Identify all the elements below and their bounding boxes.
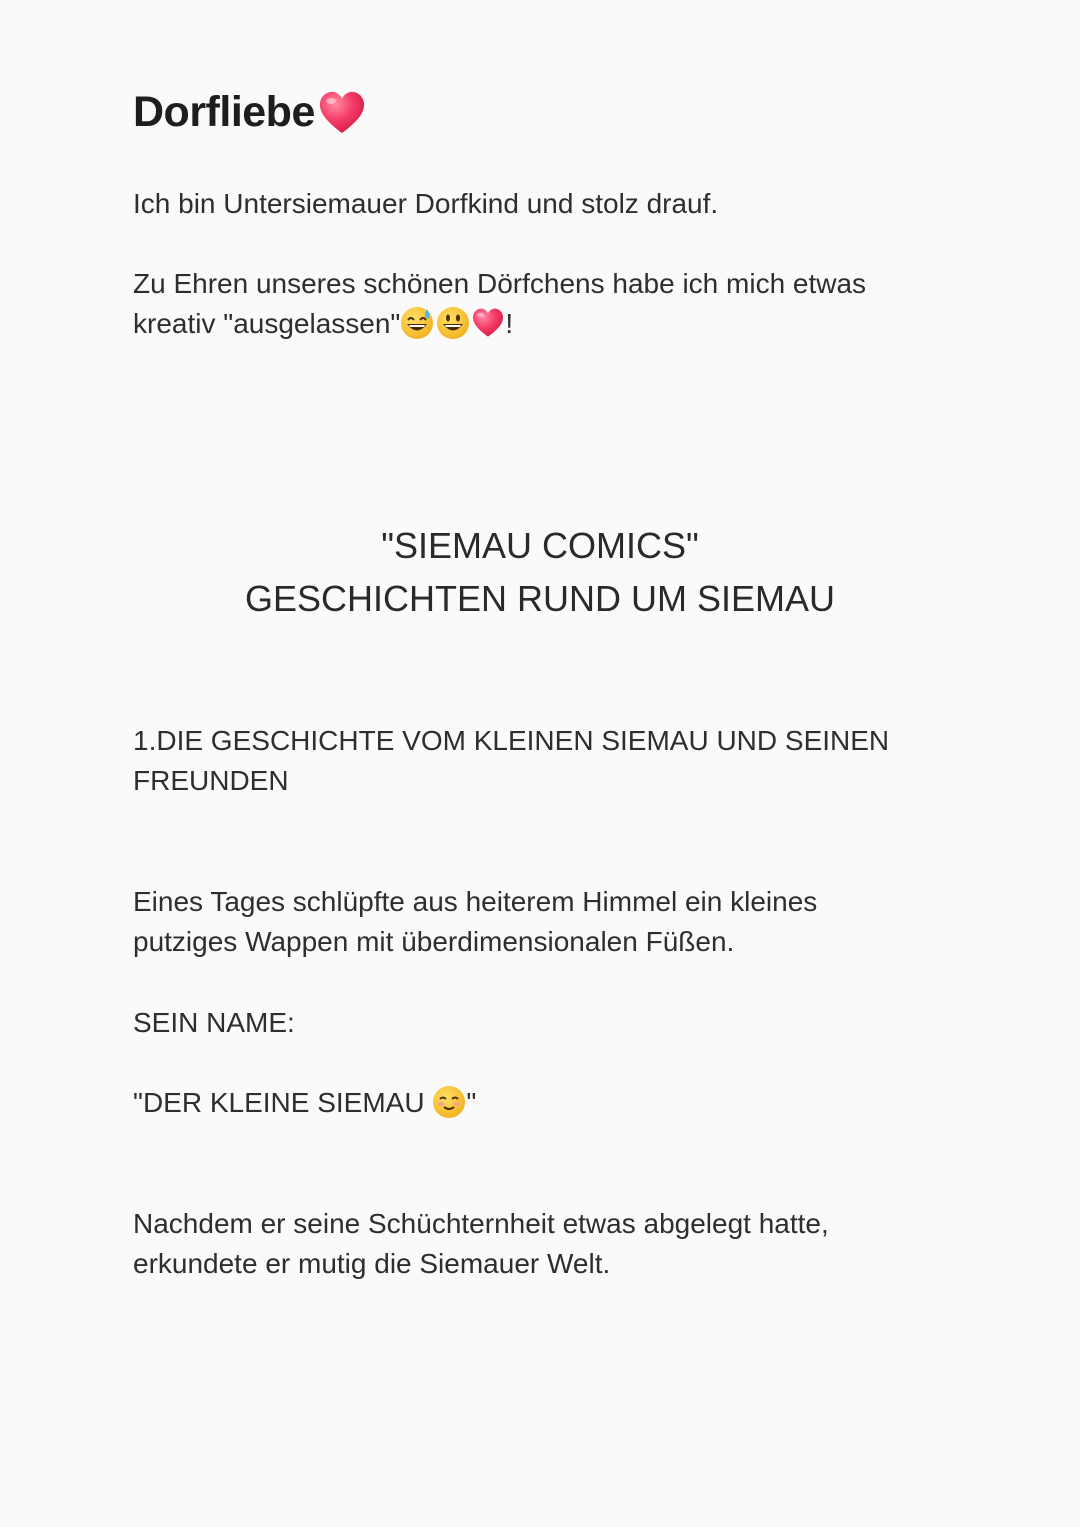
outro-line-1: Nachdem er seine Schüchternheit etwas abgelegt hatte, [133, 1208, 829, 1239]
comics-subtitle: GESCHICHTEN RUND UM SIEMAU [244, 578, 836, 619]
smiling-blush-icon [432, 1085, 466, 1119]
outro-line-2: erkundete er mutig die Siemauer Welt. [133, 1248, 611, 1279]
name-value-start: "DER KLEINE SIEMAU [133, 1087, 433, 1118]
creative-line-2 [133, 304, 513, 344]
chapter-line-1: 1.DIE GESCHICHTE VOM KLEINEN SIEMAU UND SEINEN [133, 725, 890, 756]
heart-icon [471, 306, 505, 340]
note-title: Dorfliebe [133, 88, 315, 136]
heart-icon [317, 88, 367, 138]
creative-line-1: Zu Ehren unseres schönen Dörfchens habe ich mich etwas [133, 268, 867, 299]
chapter-line-2: FREUNDEN [133, 765, 289, 796]
name-label: SEIN NAME: [133, 1007, 295, 1038]
creative-emoji-group [400, 306, 505, 340]
smiley-icon [436, 306, 470, 340]
story-line-2: putziges Wappen mit überdimensionalen Füßen. [133, 926, 735, 957]
note-title-row [133, 84, 367, 140]
creative-line-2-text: kreativ "ausgelassen" [133, 308, 401, 339]
intro-text: Ich bin Untersiemauer Dorfkind und stolz drauf. [133, 188, 719, 219]
story-line-1: Eines Tages schlüpfte aus heiterem Himmel ein kleines [133, 886, 818, 917]
grinning-sweat-icon [400, 306, 434, 340]
comics-title: "SIEMAU COMICS" [381, 525, 699, 566]
name-value-end: " [466, 1087, 477, 1118]
name-value [133, 1083, 476, 1123]
creative-line-2-end: ! [505, 308, 514, 339]
